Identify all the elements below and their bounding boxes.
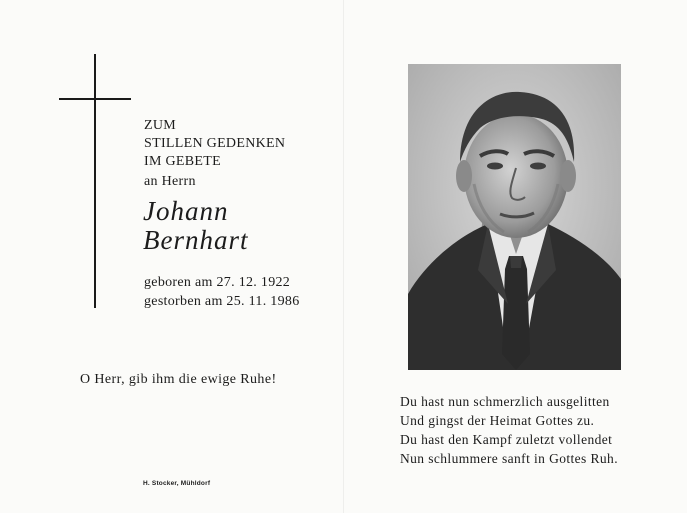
cross-icon-vertical xyxy=(94,54,96,308)
portrait-photo xyxy=(408,64,621,370)
deceased-first-name: Johann xyxy=(143,196,229,226)
poem xyxy=(400,392,618,468)
portrait-image xyxy=(408,64,621,370)
cross-icon-horizontal xyxy=(59,98,131,100)
intro-line-4: an Herrn xyxy=(144,174,196,189)
prayer-text: O Herr, gib ihm die ewige Ruhe! xyxy=(80,372,277,387)
poem-line-4: Nun schlummere sanft in Gottes Ruh. xyxy=(400,451,618,466)
deceased-last-name: Bernhart xyxy=(143,225,249,255)
printer-credit: H. Stocker, Mühldorf xyxy=(143,480,211,487)
intro-line-1: ZUM xyxy=(144,118,177,133)
intro-line-3: IM GEBETE xyxy=(144,154,221,169)
card-fold-line xyxy=(343,0,344,513)
intro-line-2: STILLEN GEDENKEN xyxy=(144,136,286,151)
poem-line-3: Du hast den Kampf zuletzt vollendet xyxy=(400,432,613,447)
poem-line-2: Und gingst der Heimat Gottes zu. xyxy=(400,413,595,428)
death-date: gestorben am 25. 11. 1986 xyxy=(144,294,300,309)
birth-date: geboren am 27. 12. 1922 xyxy=(144,275,291,290)
poem-line-1: Du hast nun schmerzlich ausgelitten xyxy=(400,394,610,409)
